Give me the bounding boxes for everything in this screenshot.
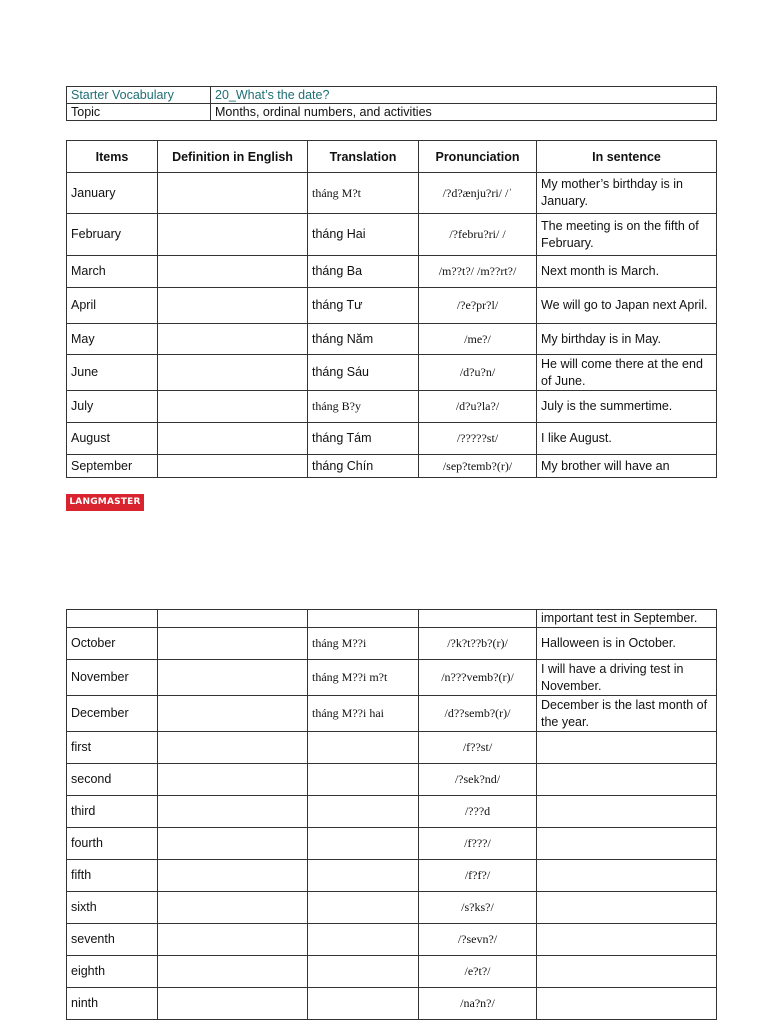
pronunciation-cell: /?d?ænju?ri/ /ˈ: [419, 173, 537, 214]
sentence-cell: July is the summertime.: [537, 391, 717, 423]
translation-cell: [308, 892, 419, 924]
definition-cell: [158, 288, 308, 324]
table-row: [67, 214, 717, 256]
header-sentence: In sentence: [537, 141, 717, 173]
table-row: [67, 732, 717, 764]
pronunciation-cell: /f?f?/: [419, 860, 537, 892]
topic-value: Months, ordinal numbers, and activities: [211, 104, 717, 121]
vocabulary-rows-page-1: [67, 173, 717, 478]
pronunciation-cell: /?k?t??b?(r)/: [419, 628, 537, 660]
item-cell: October: [67, 628, 158, 660]
pronunciation-cell: /m??t?/ /m??rt?/: [419, 256, 537, 288]
definition-cell: [158, 892, 308, 924]
translation-cell: tháng Năm: [308, 324, 419, 355]
sentence-cell: My mother’s birthday is in January.: [537, 173, 717, 214]
pronunciation-cell: /na?n?/: [419, 988, 537, 1020]
definition-cell: [158, 628, 308, 660]
item-cell: third: [67, 796, 158, 828]
item-cell: March: [67, 256, 158, 288]
definition-cell: [158, 696, 308, 732]
definition-cell: [158, 324, 308, 355]
sentence-cell: He will come there at the end of June.: [537, 355, 717, 391]
translation-cell: [308, 732, 419, 764]
pronunciation-cell: /d?u?la?/: [419, 391, 537, 423]
table-row: [67, 860, 717, 892]
pronunciation-cell: /me?/: [419, 324, 537, 355]
pronunciation-cell: /f???/: [419, 828, 537, 860]
sentence-cell: [537, 764, 717, 796]
header-translation: Translation: [308, 141, 419, 173]
table-row: [67, 764, 717, 796]
pronunciation-cell: /s?ks?/: [419, 892, 537, 924]
translation-cell: tháng Sáu: [308, 355, 419, 391]
definition-cell: [158, 956, 308, 988]
item-cell: sixth: [67, 892, 158, 924]
sentence-cell: December is the last month of the year.: [537, 696, 717, 732]
sentence-cell: The meeting is on the fifth of February.: [537, 214, 717, 256]
header-items: Items: [67, 141, 158, 173]
pronunciation-cell: /n???vemb?(r)/: [419, 660, 537, 696]
item-cell: November: [67, 660, 158, 696]
lesson-meta-row: [67, 87, 717, 104]
table-row: [67, 696, 717, 732]
sentence-cell: My birthday is in May.: [537, 324, 717, 355]
pronunciation-cell: /e?t?/: [419, 956, 537, 988]
translation-cell: tháng Tám: [308, 423, 419, 455]
sentence-cell: Next month is March.: [537, 256, 717, 288]
table-row: [67, 173, 717, 214]
translation-cell: [308, 988, 419, 1020]
langmaster-logo: LANGMASTER: [66, 494, 144, 511]
translation-cell: tháng M?t: [308, 173, 419, 214]
sentence-cell: [537, 956, 717, 988]
sentence-cell: My brother will have an: [537, 455, 717, 478]
table-row: [67, 288, 717, 324]
item-cell: first: [67, 732, 158, 764]
pronunciation-cell: /d?u?n/: [419, 355, 537, 391]
translation-cell: tháng M??i hai: [308, 696, 419, 732]
translation-cell: tháng M??i m?t: [308, 660, 419, 696]
definition-cell: [158, 988, 308, 1020]
item-cell: January: [67, 173, 158, 214]
definition-cell: [158, 391, 308, 423]
translation-cell: tháng Tư: [308, 288, 419, 324]
translation-cell: tháng Chín: [308, 455, 419, 478]
translation-cell: tháng B?y: [308, 391, 419, 423]
table-row: [67, 423, 717, 455]
pronunciation-cell: /f??st/: [419, 732, 537, 764]
translation-cell: [308, 956, 419, 988]
table-row: [67, 391, 717, 423]
sentence-cell: I like August.: [537, 423, 717, 455]
pronunciation-cell: /?e?pr?l/: [419, 288, 537, 324]
pronunciation-cell: /?????st/: [419, 423, 537, 455]
lesson-title: 20_What’s the date?: [211, 87, 717, 104]
item-cell: December: [67, 696, 158, 732]
definition-cell: [158, 764, 308, 796]
vocabulary-table-page-2: [66, 609, 717, 1020]
pronunciation-cell: /d??semb?(r)/: [419, 696, 537, 732]
translation-cell: [308, 924, 419, 956]
translation-cell: tháng Ba: [308, 256, 419, 288]
definition-cell: [158, 610, 308, 628]
lesson-meta-table: [66, 86, 717, 121]
table-row: [67, 628, 717, 660]
sentence-cell: [537, 924, 717, 956]
header-definition: Definition in English: [158, 141, 308, 173]
table-row: [67, 796, 717, 828]
item-cell: [67, 610, 158, 628]
item-cell: August: [67, 423, 158, 455]
definition-cell: [158, 924, 308, 956]
translation-cell: [308, 828, 419, 860]
definition-cell: [158, 256, 308, 288]
table-row: [67, 256, 717, 288]
item-cell: eighth: [67, 956, 158, 988]
item-cell: second: [67, 764, 158, 796]
table-row: [67, 455, 717, 478]
sentence-cell: [537, 988, 717, 1020]
pronunciation-cell: /sep?temb?(r)/: [419, 455, 537, 478]
sentence-cell: I will have a driving test in November.: [537, 660, 717, 696]
definition-cell: [158, 732, 308, 764]
vocabulary-rows-page-2: [67, 610, 717, 1020]
definition-cell: [158, 214, 308, 256]
item-cell: June: [67, 355, 158, 391]
sentence-cell: We will go to Japan next April.: [537, 288, 717, 324]
definition-cell: [158, 828, 308, 860]
table-row: [67, 610, 717, 628]
item-cell: May: [67, 324, 158, 355]
definition-cell: [158, 173, 308, 214]
item-cell: September: [67, 455, 158, 478]
item-cell: July: [67, 391, 158, 423]
table-row: [67, 660, 717, 696]
sentence-cell: [537, 828, 717, 860]
sentence-cell: [537, 732, 717, 764]
translation-cell: [308, 764, 419, 796]
sentence-cell: [537, 796, 717, 828]
course-label: Starter Vocabulary: [67, 87, 211, 104]
table-row: [67, 988, 717, 1020]
translation-cell: [308, 860, 419, 892]
translation-cell: tháng M??i: [308, 628, 419, 660]
table-row: [67, 828, 717, 860]
topic-label: Topic: [67, 104, 211, 121]
pronunciation-cell: /?sevn?/: [419, 924, 537, 956]
translation-cell: [308, 796, 419, 828]
item-cell: February: [67, 214, 158, 256]
item-cell: ninth: [67, 988, 158, 1020]
table-row: [67, 355, 717, 391]
sentence-cell: [537, 860, 717, 892]
vocabulary-table-page-1: [66, 140, 717, 478]
definition-cell: [158, 660, 308, 696]
definition-cell: [158, 796, 308, 828]
table-header-row: [67, 141, 717, 173]
item-cell: fourth: [67, 828, 158, 860]
definition-cell: [158, 455, 308, 478]
item-cell: April: [67, 288, 158, 324]
definition-cell: [158, 355, 308, 391]
sentence-cell: Halloween is in October.: [537, 628, 717, 660]
sentence-cell: important test in September.: [537, 610, 717, 628]
translation-cell: [308, 610, 419, 628]
table-row: [67, 324, 717, 355]
definition-cell: [158, 860, 308, 892]
table-row: [67, 892, 717, 924]
pronunciation-cell: /?sek?nd/: [419, 764, 537, 796]
table-row: [67, 956, 717, 988]
table-row: [67, 924, 717, 956]
item-cell: seventh: [67, 924, 158, 956]
definition-cell: [158, 423, 308, 455]
item-cell: fifth: [67, 860, 158, 892]
pronunciation-cell: /?febru?ri/ /: [419, 214, 537, 256]
pronunciation-cell: [419, 610, 537, 628]
pronunciation-cell: /???d: [419, 796, 537, 828]
topic-meta-row: [67, 104, 717, 121]
translation-cell: tháng Hai: [308, 214, 419, 256]
sentence-cell: [537, 892, 717, 924]
header-pronunciation: Pronunciation: [419, 141, 537, 173]
